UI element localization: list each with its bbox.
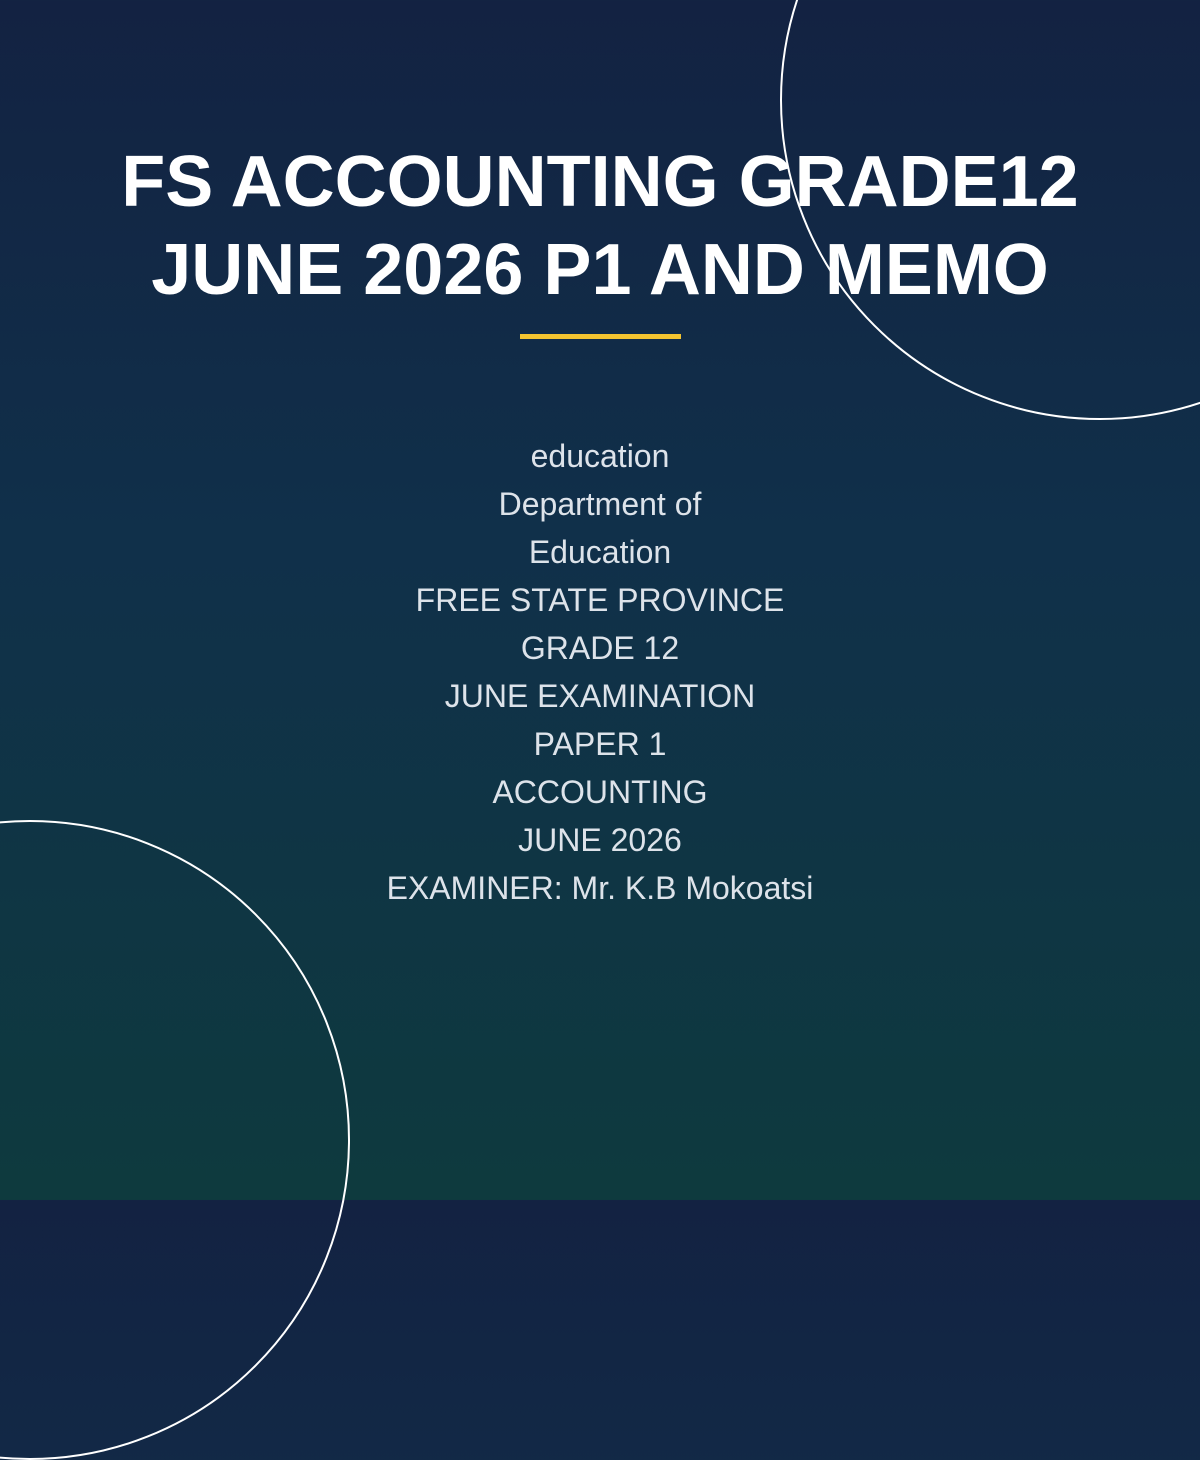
title-line-1: FS ACCOUNTING GRADE12	[121, 142, 1079, 222]
title-line-2: JUNE 2026 P1 AND MEMO	[151, 230, 1049, 310]
detail-line: education	[530, 438, 670, 474]
detail-line: Education	[528, 534, 672, 570]
title-underline-accent	[520, 334, 681, 339]
decorative-circle-bottom-left	[0, 820, 350, 1460]
detail-line: GRADE 12	[520, 630, 680, 666]
detail-line: JUNE 2026	[518, 822, 682, 858]
detail-line: Department of	[498, 486, 702, 522]
examiner-line: EXAMINER: Mr. K.B Mokoatsi	[386, 870, 814, 906]
detail-line: FREE STATE PROVINCE	[415, 582, 785, 618]
detail-line: ACCOUNTING	[492, 774, 708, 810]
detail-line: PAPER 1	[533, 726, 667, 762]
page-title	[0, 138, 1200, 314]
cover-details	[0, 432, 1200, 912]
detail-line: JUNE EXAMINATION	[444, 678, 756, 714]
